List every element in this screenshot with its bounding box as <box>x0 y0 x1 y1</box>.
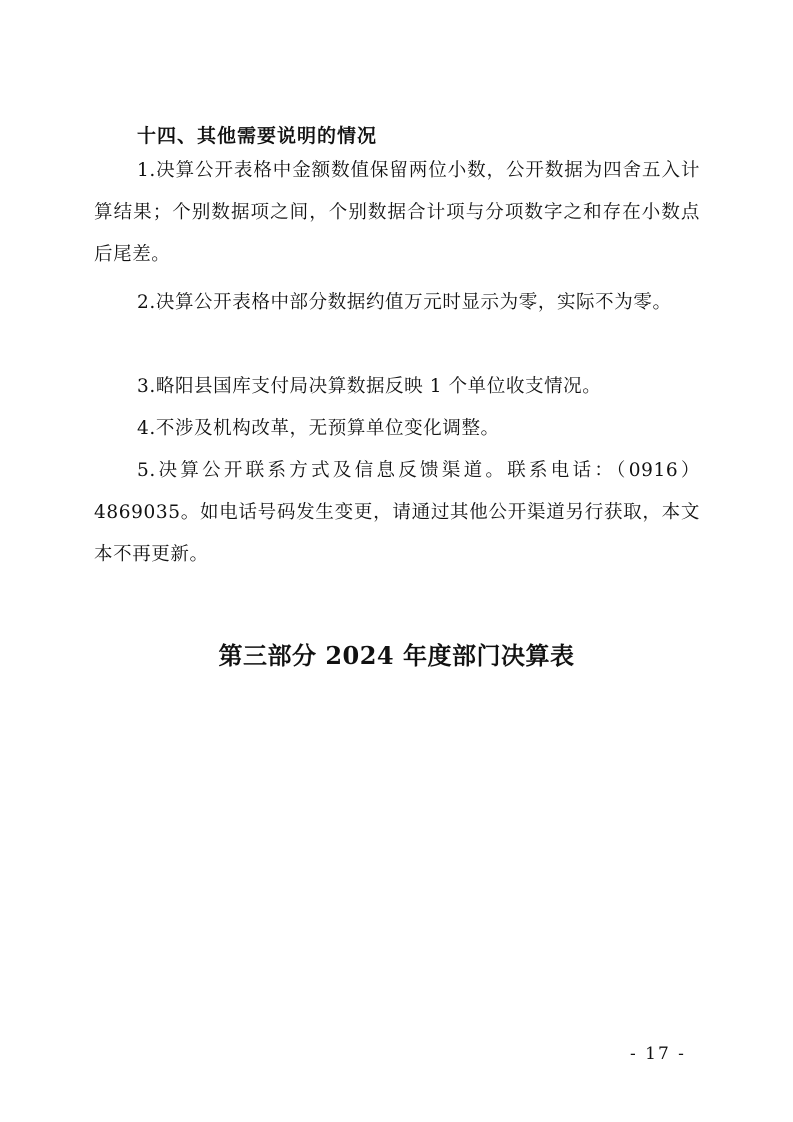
page-number: - 17 - <box>630 1044 686 1064</box>
paragraph-unit-count-note: 3.略阳县国库支付局决算数据反映 1 个单位收支情况。 <box>137 376 602 397</box>
section-heading: 十四、其他需要说明的情况 <box>137 125 378 147</box>
paragraph-contact-note: 5.决算公开联系方式及信息反馈渠道。联系电话：（0916）4869035。如电话号码发生变更，请通过其他公开渠道另行获取，本文本不再更新。 <box>94 460 700 565</box>
paragraph-rounding-note: 1.决算公开表格中金额数值保留两位小数，公开数据为四舍五入计算结果；个别数据项之间，个别数据合计项与分项数字之和存在小数点后尾差。 <box>94 160 700 265</box>
paragraph-reform-note: 4.不涉及机构改革，无预算单位变化调整。 <box>137 418 500 439</box>
part-title: 第三部分 2024 年度部门决算表 <box>218 641 575 670</box>
paragraph-zero-display-note: 2.决算公开表格中部分数据约值万元时显示为零，实际不为零。 <box>137 292 672 313</box>
